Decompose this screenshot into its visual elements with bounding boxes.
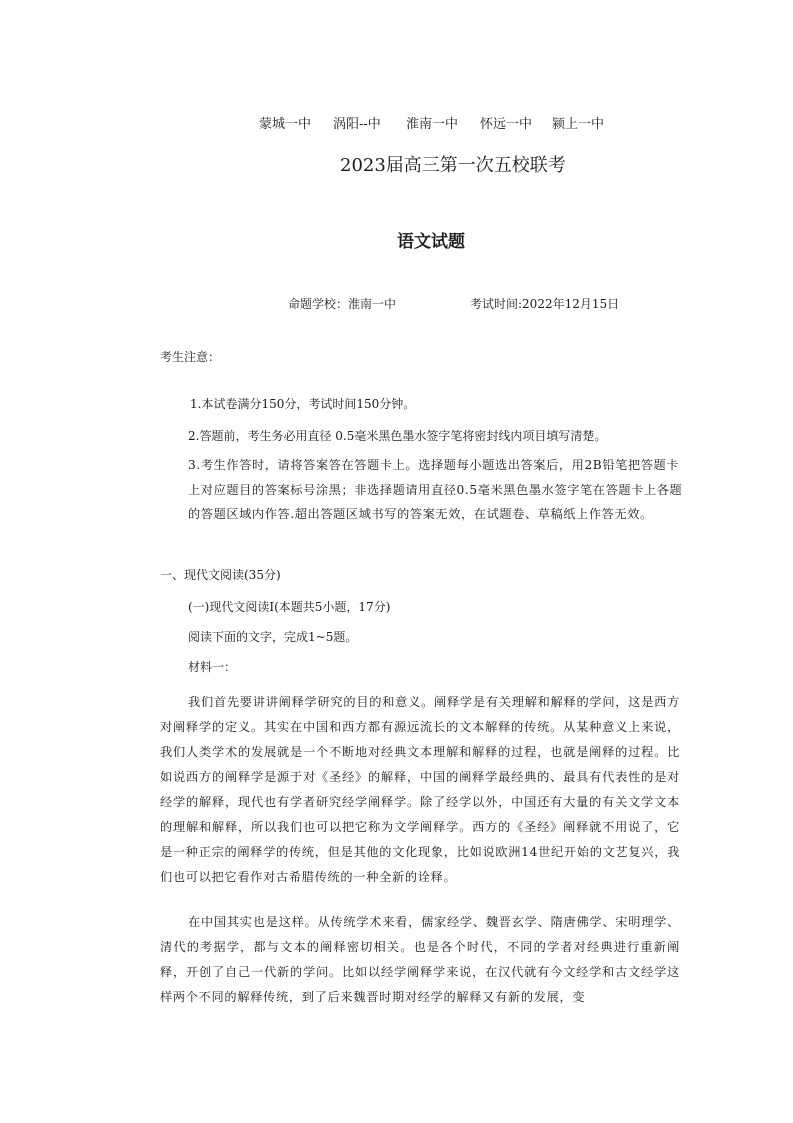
school-name: 颍上一中	[552, 117, 605, 132]
subject-title: 语文试题	[397, 232, 465, 252]
school-name: 怀远一中	[480, 117, 533, 132]
school-name: 淮南一中	[406, 117, 459, 132]
material-label: 材料一：	[188, 660, 237, 674]
notice-item: 1.本试卷满分150分，考试时间150分钟。	[190, 397, 416, 411]
school-name: 蒙城一中	[259, 117, 312, 132]
passage-paragraph: 我们首先要讲讲阐释学研究的目的和意义。阐释学是有关理解和解释的学问，这是西方对阐释学的定义。其实在中国和西方都有源远流长的文本解释的传统。从某种意义上来说，我们人类学术的发展就是一个不断地对经典文本理解和解释的过程，也就是阐释的过程。比如说西方的阐释学是源于对《圣经》的解释，中国的阐释学最经典的、最具有代表性的是对经学的解释，现代也有学者研究经学阐释学。除了经学以外，中国还有大量的有关文学文本的理解和解释，所以我们也可以把它称为文学阐释学。西方的《圣经》阐释就不用说了，它是一种正宗的阐释学的传统，但是其他的文化现象，比如说欧洲14世纪开始的文艺复兴，我们也可以把它看作对古希腊传统的一种全新的诠释。	[160, 695, 680, 884]
notice-item: 2.答题前，考生务必用直径 0.5毫米黑色墨水签字笔将密封线内项目填写清楚。	[188, 429, 607, 443]
exam-setter: 命题学校：淮南一中	[288, 297, 397, 311]
reading-instruction: 阅读下面的文字，完成1~5题。	[188, 630, 358, 644]
exam-title: 2023届高三第一次五校联考	[340, 155, 566, 176]
school-name: 涡阳--中	[333, 117, 381, 132]
notice-heading: 考生注意：	[160, 350, 221, 364]
passage-paragraph: 在中国其实也是这样。从传统学术来看，儒家经学、魏晋玄学、隋唐佛学、宋明理学、清代的考据学，都与文本的阐释密切相关。也是各个时代，不同的学者对经典进行重新阐释，开创了自己一代新的学问。比如以经学阐释学来说，在汉代就有今文经学和古文经学这样两个不同的解释传统，到了后来魏晋时期对经学的解释又有新的发展，变	[160, 915, 680, 1004]
exam-time: 考试时间:2022年12月15日	[470, 297, 620, 311]
notice-item: 3.考生作答时，请将答案答在答题卡上。选择题每小题选出答案后，用2B铅笔把答题卡上对应题目的答案标号涂黑；非选择题请用直径0.5毫米黑色墨水签字笔在答题卡上各题的答题区域内作答.超出答题区域书写的答案无效，在试题卷、草稿纸上作答无效。	[188, 458, 683, 521]
subsection-title: (一)现代文阅读Ⅰ(本题共5小题，17分)	[188, 600, 391, 614]
section-title: 一、现代文阅读(35分)	[160, 568, 281, 582]
